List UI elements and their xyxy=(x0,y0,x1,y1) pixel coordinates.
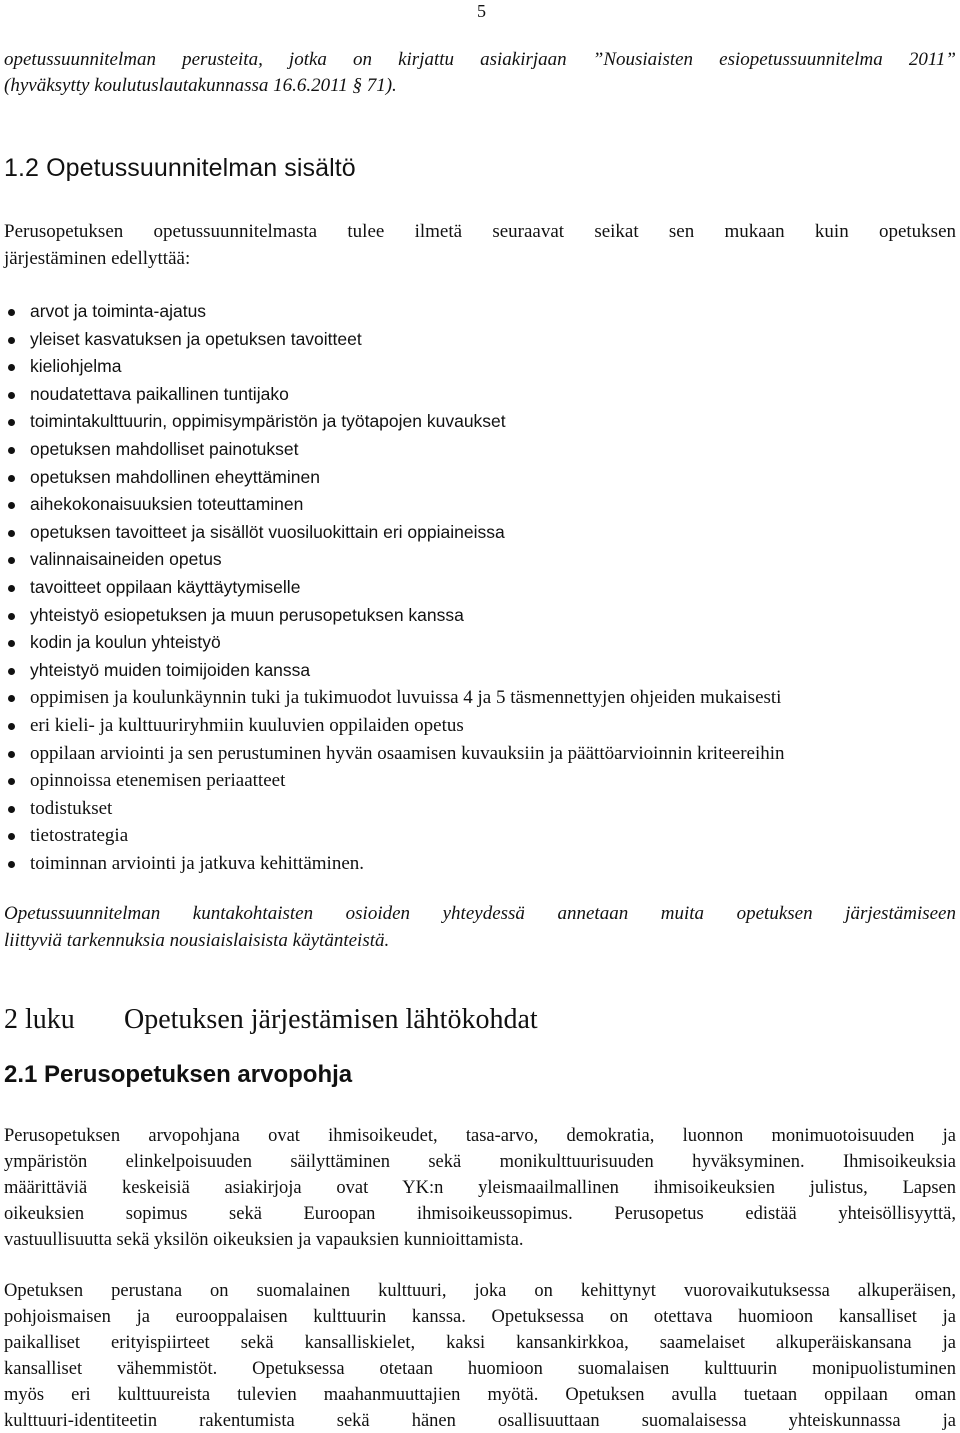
list-item: oppimisen ja koulunkäynnin tuki ja tukimuodot luvuissa 4 ja 5 täsmennettyjen ohjeiden mukaisesti xyxy=(0,684,960,712)
curriculum-topics-list xyxy=(0,298,960,877)
list-item: kodin ja koulun yhteistyö xyxy=(0,629,960,657)
list-item: oppilaan arviointi ja sen perustuminen hyvän osaamisen kuvauksiin ja päättöarvioinnin kriteereihin xyxy=(0,740,960,768)
list-item: eri kieli- ja kulttuuriryhmiin kuuluvien oppilaiden opetus xyxy=(0,712,960,740)
list-item: noudatettava paikallinen tuntijako xyxy=(0,381,960,409)
text-line: paikalliset erityispiirteet sekä kansalliskielet, kaksi kansankirkkoa, saamelaiset alkuperäiskansana ja xyxy=(4,1333,956,1353)
text-line: oikeuksien sopimus sekä Euroopan ihmisoikeussopimus. Perusopetus edistää yhteisöllisyyttä, xyxy=(4,1204,956,1224)
text-line: Opetussuunnitelman kuntakohtaisten osioiden yhteydessä annetaan muita opetuksen järjestämiseen xyxy=(4,903,956,924)
text-line: vastuullisuutta sekä yksilön oikeuksien ja vapauksien kunnioittamista. xyxy=(4,1230,524,1250)
list-item: toiminnan arviointi ja jatkuva kehittäminen. xyxy=(0,850,960,878)
text-line: myös eri kulttuureista tulevien maahanmuuttajien myötä. Opetuksen avulla tuetaan oppilaan oman xyxy=(4,1385,956,1405)
list-item: aihekokonaisuuksien toteuttaminen xyxy=(0,491,960,519)
list-item: tavoitteet oppilaan käyttäytymiselle xyxy=(0,574,960,602)
section-heading: 1.2 Opetussuunnitelman sisältö xyxy=(4,154,356,182)
chapter-title: Opetuksen järjestämisen lähtökohdat xyxy=(124,1004,538,1035)
text-line: määrittäviä keskeisiä asiakirjoja ovat YK:n yleismaailmallinen ihmisoikeuksien julistus, Lapsen xyxy=(4,1178,956,1198)
text-line: opetussuunnitelman perusteita, jotka on kirjattu asiakirjaan ”Nousiaisten esiopetussuunnitelma 2011” xyxy=(4,49,956,70)
local-note-paragraph xyxy=(4,900,956,954)
text-line: Perusopetuksen arvopohjana ovat ihmisoikeudet, tasa-arvo, demokratia, luonnon monimuotoisuuden ja xyxy=(4,1126,956,1146)
text-line: (hyväksytty koulutuslautakunnassa 16.6.2011 § 71). xyxy=(4,75,397,96)
list-item: opetuksen mahdolliset painotukset xyxy=(0,436,960,464)
text-line: Opetuksen perustana on suomalainen kulttuuri, joka on kehittynyt vuorovaikutuksessa alkuperäisen, xyxy=(4,1281,956,1301)
subsection-heading: 2.1 Perusopetuksen arvopohja xyxy=(4,1061,353,1088)
text-line: liittyviä tarkennuksia nousiaislaisista käytänteistä. xyxy=(4,930,390,951)
list-item: arvot ja toiminta-ajatus xyxy=(0,298,960,326)
section-intro-paragraph xyxy=(4,218,956,272)
list-item: opetuksen tavoitteet ja sisällöt vuosiluokittain eri oppiaineissa xyxy=(0,519,960,547)
list-item: yhteistyö esiopetuksen ja muun perusopetuksen kanssa xyxy=(0,602,960,630)
text-line: ympäristön elinkelpoisuuden säilyttäminen sekä monikulttuurisuuden hyväksyminen. Ihmisoikeuksia xyxy=(4,1152,956,1172)
continued-paragraph xyxy=(4,47,956,99)
list-item: valinnaisaineiden opetus xyxy=(0,546,960,574)
chapter-heading xyxy=(4,1002,538,1038)
page-number: 5 xyxy=(477,1,486,21)
chapter-number: 2 luku xyxy=(4,1004,75,1035)
text-line: järjestäminen edellyttää: xyxy=(4,248,191,269)
text-line: kulttuuri-identiteetin rakentumista sekä hänen osallisuuttaan suomalaisessa yhteiskunnassa ja xyxy=(4,1411,956,1431)
list-item: yhteistyö muiden toimijoiden kanssa xyxy=(0,657,960,685)
list-item: kieliohjelma xyxy=(0,353,960,381)
list-item: tietostrategia xyxy=(0,822,960,850)
list-item: opinnoissa etenemisen periaatteet xyxy=(0,767,960,795)
list-item: toimintakulttuurin, oppimisympäristön ja työtapojen kuvaukset xyxy=(0,408,960,436)
body-paragraph xyxy=(4,1278,956,1433)
text-line: kansalliset vähemmistöt. Opetuksessa otetaan huomioon suomalaisen kulttuurin monipuolistuminen xyxy=(4,1359,956,1379)
body-paragraph xyxy=(4,1123,956,1253)
list-item: todistukset xyxy=(0,795,960,823)
list-item: yleiset kasvatuksen ja opetuksen tavoitteet xyxy=(0,326,960,354)
list-item: opetuksen mahdollinen eheyttäminen xyxy=(0,464,960,492)
text-line: Perusopetuksen opetussuunnitelmasta tulee ilmetä seuraavat seikat sen mukaan kuin opetuksen xyxy=(4,221,956,242)
text-line: pohjoismaisen ja eurooppalaisen kulttuurin kanssa. Opetuksessa on otettava huomioon kansalliset ja xyxy=(4,1307,956,1327)
